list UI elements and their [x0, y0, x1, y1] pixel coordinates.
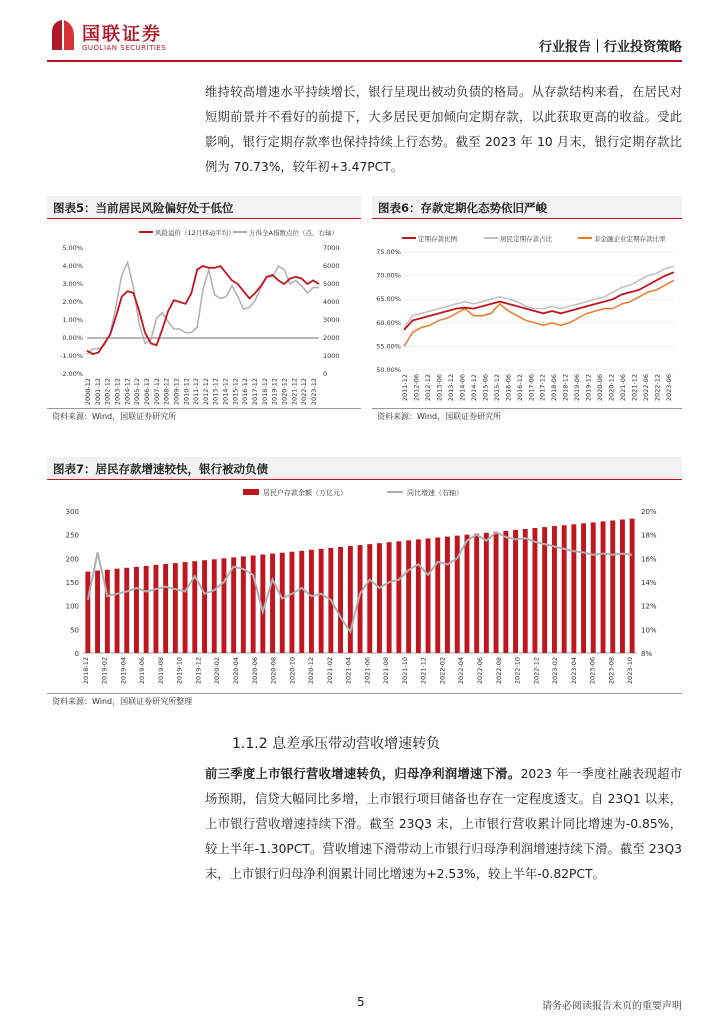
fig6-x-tick: 2018-06 [550, 374, 559, 402]
fig7-x-tick: 2023-08 [607, 657, 616, 685]
fig7-bar [212, 559, 217, 653]
fig5-x-tick: 2007-12 [152, 378, 161, 406]
fig7-bar [270, 554, 275, 653]
fig6-series-line [404, 272, 674, 330]
fig7-legend-label: 同比增速（右轴） [407, 489, 463, 497]
report-type: 行业报告｜行业投资策略 [538, 40, 682, 55]
fig7-bar [338, 547, 343, 653]
section-lead: 前三季度上市银行营收增速转负，归母净利润增速下滑。 [205, 767, 521, 781]
fig6-y-tick: 55.00% [376, 342, 401, 351]
fig5-y-right-tick: 0 [323, 370, 328, 378]
fig5-x-tick: 2017-12 [251, 378, 260, 406]
fig7-x-tick: 2021-04 [344, 657, 353, 685]
fig7-bar [416, 539, 421, 653]
fig7-y-right-tick: 20% [641, 508, 657, 516]
fig6-title: 图表6：存款定期化态势依旧严峻 [378, 201, 547, 215]
fig7-x-tick: 2023-10 [626, 657, 635, 685]
fig5-title-bar [47, 196, 361, 219]
fig6-x-tick: 2019-06 [573, 374, 582, 402]
fig7-x-tick: 2022-06 [475, 657, 484, 685]
fig5-y-right-tick: 2000 [323, 334, 340, 342]
fig7-title-bar [47, 457, 682, 480]
fig6-series-line [404, 280, 674, 346]
fig7-x-tick: 2020-12 [307, 657, 316, 685]
fig5-x-tick: 2023-12 [310, 378, 318, 406]
fig7-x-tick: 2021-12 [419, 657, 428, 685]
fig7-bar [523, 529, 528, 653]
fig7-legend-swatch [243, 489, 259, 495]
fig7-bar [494, 532, 499, 653]
fig7-bar [280, 553, 285, 653]
fig7-source-line [47, 693, 682, 694]
fig6-x-tick: 2014-12 [469, 374, 478, 402]
fig7-x-tick: 2020-10 [288, 657, 297, 685]
fig6-x-tick: 2020-12 [607, 374, 616, 402]
logo-en: GUOLIAN SECURITIES [82, 44, 167, 52]
fig7-x-tick: 2020-04 [232, 657, 241, 685]
fig7-bar [426, 539, 431, 654]
fig7-y-right-tick: 16% [641, 555, 657, 564]
fig7-x-tick: 2020-08 [269, 657, 278, 685]
fig7-y-right-tick: 14% [641, 579, 657, 587]
fig7-source: 资料来源：Wind，国联证券研究所整理 [52, 697, 193, 706]
fig5-x-tick: 2005-12 [133, 378, 142, 406]
fig6-source: 资料来源：Wind，国联证券研究所 [377, 412, 502, 421]
fig7-bar [387, 542, 392, 653]
fig5-x-tick: 2018-12 [260, 378, 269, 406]
fig7-bar [630, 519, 635, 653]
fig7-bar [163, 564, 168, 653]
fig5-y-left-tick: 2.00% [62, 298, 83, 306]
fig7-x-tick: 2020-06 [250, 657, 259, 685]
fig7-x-tick: 2021-02 [325, 657, 334, 685]
fig5-legend-label: 风险溢价（12月移动平均） [155, 229, 235, 237]
fig6-x-tick: 2017-06 [527, 374, 536, 402]
fig7-x-tick: 2021-08 [382, 657, 391, 685]
fig7-x-tick: 2018-12 [81, 657, 90, 685]
logo-mark-icon [48, 18, 78, 52]
fig5-x-tick: 2002-12 [103, 378, 112, 406]
section-body: 2023 年一季度社融表现超市场预期，信贷大幅同比多增，上市银行项目储备也存在一定程度透支。自 23Q1 以来，上市银行营收增速持续下滑。截至 23Q3 末，上市银行营收累计同比增速为-0.85%，较上半年-1.30PCT。营收增速下滑带动上市银行归母净利润增速持续下滑。截至 23Q3 末，上市银行归母净利润累计同比增速为+2.53%，较上半年-0.82PCT。 [205, 767, 682, 881]
intro-paragraph: 维持较高增速水平持续增长，银行呈现出被动负债的格局。从存款结构来看，在居民对短期前景并不看好的前提下，大多居民更加倾向定期存款，以此获取更高的收益。受此影响，银行定期存款率也保持持续上行态势。截至 2023 年 10 月末，银行定期存款比例为 70.73%，较年初+3.47PCT。 [205, 85, 682, 174]
fig6-legend-label: 非金融企业定期存款比率 [594, 235, 666, 243]
fig7-bar [601, 521, 606, 653]
fig6-x-tick: 2020-06 [596, 374, 605, 402]
fig6-y-tick: 60.00% [376, 318, 401, 327]
fig7-x-tick: 2023-04 [569, 657, 578, 685]
fig6-chart [372, 220, 682, 408]
fig5-x-tick: 2012-12 [201, 378, 210, 406]
fig7-bar [95, 571, 100, 653]
fig7-bar [533, 528, 538, 653]
fig7-bar [309, 550, 314, 653]
fig7-bar [581, 523, 586, 653]
fig7-legend-label: 居民户存款余额（万亿元） [263, 489, 347, 497]
fig7-y-right-tick: 10% [641, 626, 657, 635]
fig6-legend-label: 居民定期存款占比 [500, 235, 552, 243]
fig6-y-tick: 50.00% [376, 366, 401, 374]
fig5-chart [47, 220, 361, 408]
fig7-x-tick: 2023-06 [588, 657, 597, 685]
fig6-x-tick: 2016-06 [504, 374, 513, 402]
fig7-bar [115, 569, 120, 653]
fig7-x-tick: 2019-12 [194, 657, 203, 685]
fig6-x-tick: 2015-12 [492, 374, 501, 402]
fig7-bar [154, 565, 159, 653]
fig7-bar [222, 558, 227, 653]
fig7-x-tick: 2019-08 [156, 657, 165, 685]
fig5-x-tick: 2019-12 [270, 378, 279, 406]
fig7-y-left-tick: 50 [70, 626, 79, 635]
fig5-x-tick: 2003-12 [113, 378, 122, 406]
fig6-x-tick: 2019-12 [584, 374, 593, 402]
fig7-bar [445, 537, 450, 653]
fig7-x-tick: 2019-10 [175, 657, 184, 685]
fig5-y-left-tick: -2.00% [60, 370, 83, 378]
fig6-x-tick: 2021-12 [630, 374, 639, 402]
fig7-x-tick: 2022-02 [438, 657, 447, 685]
fig7-y-left-tick: 250 [65, 531, 79, 540]
fig7-x-tick: 2022-10 [513, 657, 522, 685]
fig5-x-tick: 2015-12 [231, 378, 240, 406]
fig5-x-tick: 2010-12 [182, 378, 191, 406]
fig7-bar [290, 552, 295, 653]
fig7-y-left-tick: 300 [65, 508, 79, 516]
fig6-legend-label: 定期存款比例 [418, 235, 457, 243]
header-divider [47, 60, 682, 62]
fig7-x-tick: 2022-04 [457, 657, 466, 685]
fig7-bar [562, 525, 567, 653]
fig7-bar [348, 546, 353, 653]
fig7-x-tick: 2022-12 [532, 657, 541, 685]
fig7-bar [435, 538, 440, 654]
fig7-title: 图表7：居民存款增速较快，银行被动负债 [53, 462, 268, 476]
fig6-title-bar [372, 196, 682, 219]
fig5-x-tick: 2014-12 [221, 378, 230, 406]
fig5-x-tick: 2011-12 [192, 378, 201, 406]
fig5-x-tick: 2004-12 [123, 378, 132, 406]
fig6-x-tick: 2023-06 [665, 374, 673, 402]
fig6-y-tick: 65.00% [376, 295, 401, 304]
fig7-x-tick: 2020-02 [213, 657, 222, 685]
fig7-y-left-tick: 100 [65, 602, 79, 611]
fig5-y-left-tick: 3.00% [62, 280, 83, 288]
fig7-bar [105, 570, 110, 653]
fig6-x-tick: 2011-12 [401, 374, 409, 402]
fig5-series-line [87, 262, 319, 354]
section-heading: 1.1.2 息差承压带动营收增速转负 [232, 736, 441, 752]
fig7-y-right-tick: 18% [641, 531, 657, 540]
fig5-y-left-tick: -1.00% [60, 352, 83, 360]
logo [48, 18, 188, 58]
disclaimer: 请务必阅读报告末页的重要声明 [542, 1001, 682, 1012]
fig7-bar [299, 551, 304, 653]
fig7-x-tick: 2019-02 [100, 657, 109, 685]
fig7-x-tick: 2019-04 [119, 657, 128, 685]
fig5-y-left-tick: 5.00% [62, 244, 83, 252]
fig5-x-tick: 2000-12 [84, 378, 92, 406]
fig7-bar [503, 531, 508, 653]
fig5-x-tick: 2016-12 [241, 378, 250, 406]
fig5-x-tick: 2021-12 [290, 378, 299, 406]
fig5-x-tick: 2001-12 [93, 378, 102, 406]
fig6-x-tick: 2014-06 [458, 374, 467, 402]
page-number: 5 [357, 995, 365, 1009]
fig5-x-tick: 2009-12 [172, 378, 181, 406]
fig5-source-line [47, 408, 361, 409]
fig7-y-right-tick: 12% [641, 602, 657, 611]
fig7-bar [183, 562, 188, 653]
fig7-bar [202, 560, 207, 653]
fig6-x-tick: 2012-12 [423, 374, 432, 402]
fig6-x-tick: 2016-12 [515, 374, 524, 402]
fig7-y-right-tick: 8% [641, 650, 653, 658]
fig7-bar [620, 520, 625, 654]
fig5-y-right-tick: 3000 [323, 316, 340, 324]
fig7-bar [571, 524, 576, 653]
fig5-y-right-tick: 6000 [323, 262, 340, 270]
fig5-legend-label: 万得全A指数点位（点，右轴） [249, 229, 338, 237]
fig5-x-tick: 2008-12 [162, 378, 171, 406]
fig5-title: 图表5：当前居民风险偏好处于低位 [53, 201, 234, 215]
fig7-bar [474, 534, 479, 653]
fig7-bar [542, 527, 547, 653]
section-paragraph [205, 762, 682, 887]
fig6-x-tick: 2013-12 [446, 374, 455, 402]
fig5-y-right-tick: 4000 [323, 298, 340, 306]
fig7-chart [47, 481, 682, 691]
fig6-x-tick: 2012-06 [412, 374, 421, 402]
fig6-x-tick: 2015-06 [481, 374, 490, 402]
fig5-x-tick: 2022-12 [300, 378, 309, 406]
fig6-source-line [372, 408, 682, 409]
fig5-y-right-tick: 5000 [323, 280, 340, 288]
fig7-bar [367, 544, 372, 653]
fig7-bar [465, 535, 470, 653]
fig7-x-tick: 2022-08 [494, 657, 503, 685]
fig5-x-tick: 2006-12 [142, 378, 151, 406]
fig6-y-tick: 75.00% [376, 248, 401, 256]
fig6-x-tick: 2022-12 [653, 374, 662, 402]
fig5-series-line [87, 266, 319, 354]
fig7-y-left-tick: 150 [65, 579, 79, 587]
fig7-bar [377, 543, 382, 653]
fig7-bar [85, 572, 90, 653]
fig5-y-right-tick: 1000 [323, 352, 340, 360]
fig7-bar [144, 566, 149, 653]
fig6-x-tick: 2013-06 [435, 374, 444, 402]
fig7-bar [319, 549, 324, 653]
fig7-x-tick: 2019-06 [138, 657, 147, 685]
fig7-bar [134, 567, 139, 653]
fig6-y-tick: 70.00% [376, 271, 401, 280]
logo-cn: 国联证券 [82, 24, 162, 45]
fig7-bar [396, 541, 401, 653]
fig6-x-tick: 2018-12 [561, 374, 570, 402]
fig7-bar [513, 530, 518, 653]
fig7-bar [124, 568, 129, 653]
fig7-bar [484, 533, 489, 653]
fig7-y-left-tick: 0 [74, 650, 79, 658]
fig7-x-tick: 2023-02 [551, 657, 560, 685]
fig6-x-tick: 2017-12 [538, 374, 547, 402]
fig5-y-right-tick: 7000 [323, 244, 340, 252]
fig7-y-left-tick: 200 [65, 555, 79, 564]
fig7-x-tick: 2021-06 [363, 657, 372, 685]
fig5-source: 资料来源：Wind，国联证券研究所 [52, 412, 177, 421]
fig7-bar [610, 521, 615, 654]
fig5-y-left-tick: 1.00% [62, 316, 83, 324]
fig7-bar [231, 557, 236, 653]
fig7-bar [406, 540, 411, 653]
fig7-bar [591, 522, 596, 653]
fig5-y-left-tick: 0.00% [62, 334, 83, 342]
fig5-y-left-tick: 4.00% [62, 262, 83, 270]
fig6-x-tick: 2021-06 [619, 374, 628, 402]
fig7-bar [173, 563, 178, 653]
fig5-x-tick: 2013-12 [211, 378, 220, 406]
fig7-x-tick: 2021-10 [400, 657, 409, 685]
fig5-x-tick: 2020-12 [280, 378, 289, 406]
fig7-bar [251, 556, 256, 654]
fig6-x-tick: 2022-06 [642, 374, 651, 402]
